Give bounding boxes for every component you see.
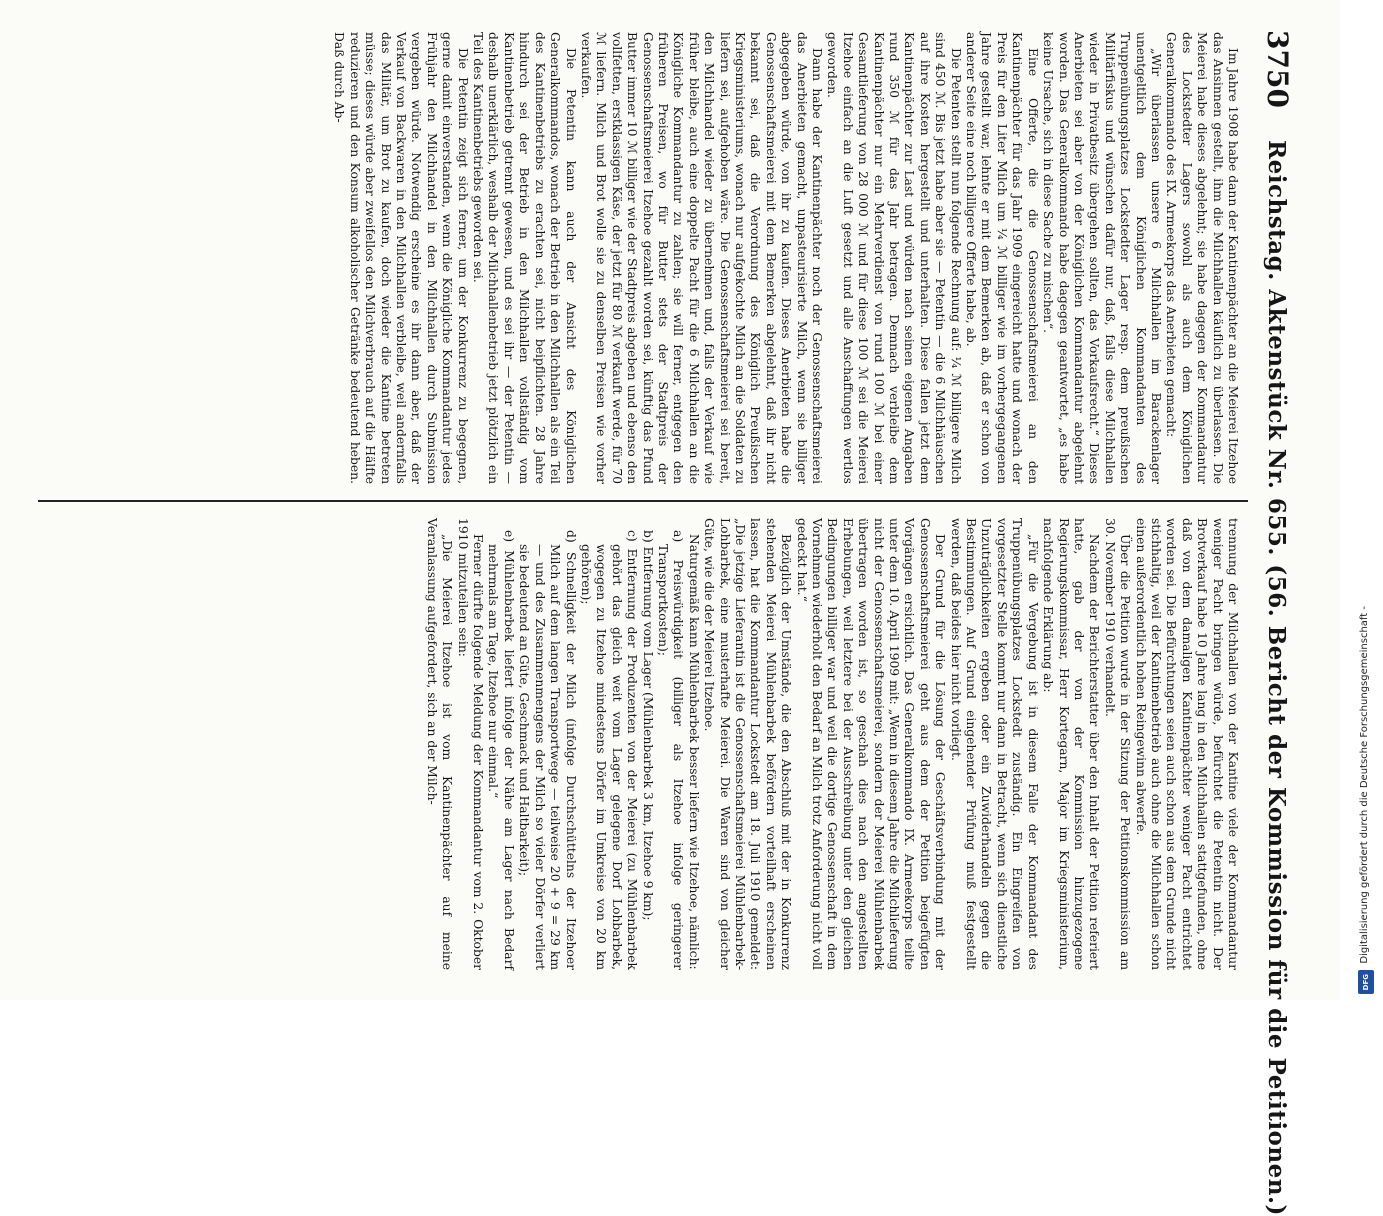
paragraph: Dann habe der Kantinenpächter noch der Genossenschaftsmeierei das Anerbieten gemacht, unpasteurisierte Milch, wenn sie billiger abgegeben würde, von ihr zu kaufen. Dieses Anerbieten habe die Genossenschaftsmeierei mit dem Bemerken abgelehnt, daß ihr nicht bekannt sei, daß die Verordnung des Königlich Preußischen Kriegsministeriums, wonach nur aufgekochte Milch an die Soldaten zu liefern sei, aufgehoben wäre. Die Genossenschaftsmeierei sei bereit, den Milchhandel wieder zu übernehmen und, falls der Verkauf wie früher bleibe, auch eine doppelte Pacht für die 6 Milchhallen an die Königliche Kommandantur zu zahlen; sie will ferner, entgegen den früheren Preisen, wo für Butter stets der Stadtpreis der Genossenschaftsmeierei Itzehoe gezahlt worden sei, künftig das Pfund Butter immer 10 ℳ billiger wie der Stadtpreis abgeben und ebenso den vollfetten, erstklassigen Käse, der jetzt für 80 ℳ verkauft werde, für 70 ℳ liefern. Milch und Brot wolle sie zu denselben Preisen wie vorher verkaufen. <box>578 32 825 484</box>
list-item: d) Schnelligkeit der Milch (infolge Durchschüttelns der Itzehoer Milch auf dem langen Transportwege — teilweise 20 + 9 = 29 km — und des Zusammenmengens der Milch so vieler Dörfer verliert sie bedeutend an Güte, Geschmack und Haltbarkeit); <box>517 530 578 970</box>
dfg-logo <box>1358 970 1374 994</box>
running-title: Reichstag. Aktenstück Nr. 655. (56. Bericht der Kommission für die Petitionen.) <box>1263 140 1290 1216</box>
paragraph: „Wir überlassen unsere 6 Milchhallen im Barackenlager unentgeltlich dem Königlichen Kommandanten des Truppenübungsplatzes Lockstedter Lager resp. dem preußischen Militärfiskus und wünschen dafür nur, daß, falls diese Milchhallen wieder in Privatbesitz übergehen sollten, das Vorkaufsrecht.“ Dieses Anerbieten sei aber von der Königlichen Kommandantur abgelehnt worden. Das Generalkommando habe dagegen geantwortet, „es habe keine Ursache, sich in diese Sache zu mischen“. <box>1041 32 1163 484</box>
paragraph: Eine Offerte, die die Genossenschaftsmeierei an den Kantinenpächter für das Jahr 1909 eingereicht hatte und wonach der Preis für den Liter Milch um ¼ ℳ billiger wie im vorhergegangenen Jahre gestellt war, lehnte er mit dem Bemerken ab, daß er schon von anderer Seite eine noch billigere Offerte habe, ab. <box>964 32 1040 484</box>
paragraph: Bezüglich der Umstände, die den Abschluß mit der in Konkurrenz stehenden Meierei Mühlenbarbek befördern vorteilhaft erscheinen lassen, hat die Kommandantur Lockstedt am 18. Juli 1910 gemeldet: „Die jetzige Lieferantin ist die Genossenschaftsmeierei Mühlenbarbek-Lohbarbek, eine musterhafte Meierei. Die Waren sind von gleicher Güte, wie die der Meierei Itzehoe. <box>702 518 794 970</box>
paragraph: Naturgemäß kann Mühlenbarbek besser liefern wie Itzehoe, nämlich: <box>686 534 701 970</box>
paragraph: „Für die Vergebung ist in diesem Falle der Kommandant des Truppenübungsplatzes Lockstedt zuständig. Ein Eingreifen von vorgesetzter Stelle kommt nur dann in Betracht, wenn sich dienstliche Unzuträglichkeiten ergeben oder ein Zuwiderhandeln gegen die Bestimmungen. Auf Grund eingehender Prüfung muß festgestellt werden, daß beides hier nicht vorliegt. <box>948 518 1040 970</box>
list-item: c) Entfernung der Produzenten von der Meierei (zu Mühlenbarbek gehört das gleich weit vom Lager gelegene Dorf Lohbarbek, wogegen zu Itzehoe mindestens Dörfer im Umkreise von 20 km gehören); <box>578 530 640 970</box>
paragraph: Über die Petition wurde in der Sitzung der Petitionskommission am 30. November 1910 verhandelt. <box>1102 518 1133 970</box>
list-item: e) Mühlenbarbek liefert infolge der Nähe am Lager nach Bedarf mehrmals am Tage, Itzehoe nur einmal.“ <box>486 530 516 970</box>
left-column <box>331 32 1240 484</box>
list-item: a) Preiswürdigkeit (billiger als Itzehoe infolge geringerer Transportkosten); <box>655 530 686 970</box>
digitization-footer <box>1355 2 1379 998</box>
paragraph: trennung der Milchhallen von der Kantine viele der Kommandantur weniger Pacht bringen würde, befürchtet die Petentin nicht. Der Brotverkauf habe 10 Jahre lang in den Milchhallen stattgefunden, ohne daß von dem damaligen Kantinenpächter weniger Pacht entrichtet worden sei. Die Befürchtungen seien auch schon aus dem Grunde nicht stichhaltig, weil der Kantinenbetrieb auch ohne die Milchhallen schon einen außerordentlich hohen Reingewinn abwerfe. <box>1133 518 1240 970</box>
list-item: b) Entfernung vom Lager (Mühlenbarbek 3 km, Itzehoe 9 km); <box>640 530 655 921</box>
dfg-logo-text: DFG <box>1362 973 1370 991</box>
criteria-list <box>485 518 685 970</box>
paragraph: „Die Meierei Itzehoe ist vom Kantinenpächter auf meine Veranlassung aufgefordert, sich an der Milch- <box>424 518 455 970</box>
page-number: 3750 <box>1261 30 1294 108</box>
paragraph: Die Petentin zeigt sich ferner, um der Konkurrenz zu begegnen, gerne damit einverstanden, wenn die Königliche Kommandantur jedes Frühjahr den Milchhandel in den Milchhallen durch Submission vergeben würde. Notwendig erscheine es ihr dann aber, daß der Verkauf von Backwaren in den Milchhallen verbleibe, weil andernfalls das Militär, um Brot zu kaufen, doch wieder die Kantine betreten müsse; dieses würde aber zweifellos den Milchverbrauch auf die Hälfte reduzieren und den Konsum alkoholischer Getränke bedeutend heben. Daß durch Ab- <box>332 32 470 484</box>
paragraph: Nachdem der Berichterstatter über den Inhalt der Petition referiert hatte, gab der von der Kommission hinzugezogene Regierungskommissar, Herr Kortegarn, Major im Kriegsministerium, nachfolgende Erklärung ab: <box>1041 518 1102 970</box>
paragraph: Ferner dürfte folgende Meldung der Kommandantur vom 2. Oktober 1910 mitzuteilen sein: <box>455 518 486 970</box>
paragraph: Im Jahre 1908 habe dann der Kantinenpächter an die Meierei Itzehoe das Ansinnen gestellt, ihm die Milchhallen käuflich zu überlassen. Die Meierei habe dieses abgelehnt; sie habe dagegen der Kommandantur des Lockstedter Lagers sowohl als auch dem Königlichen Generalkommando des IX. Armeekorps das Anerbieten gemacht: <box>1164 32 1240 484</box>
paragraph: Die Petentin kann auch der Ansicht des Königlichen Generalkommandos, wonach der Betrieb in den Milchhallen als ein Teil des Kantinenbetriebs zu erachten sei, nicht beipflichten. 28 Jahre hindurch sei der Betrieb in den Milchhallen vollständig vom Kantinenbetrieb getrennt gewesen, und es sei ihr — der Petentin — deshalb unerklärlich, weshalb der Milchhallenbetrieb jetzt plötzlich ein Teil des Kantinenbetriebs geworden sei. <box>471 32 578 484</box>
paragraph: Die Petenten stellt nun folgende Rechnung auf: ¼ ℳ billigere Milch sind 450 ℳ. Bis jetzt habe aber sie — Petentin — die 6 Milchhäuschen auf ihre Kosten hergestellt und unterhalten. Diese fallen jetzt dem Kantinenpächter zur Last und würden nach seinen eigenen Angaben rund 350 ℳ für das Jahr betragen. Demnach verbleibe dem Kantinenpächter nur ein Mehrverdienst von rund 100 ℳ bei einer Gesamtlieferung von 28 000 ℳ und für diese 100 ℳ sei die Meierei Itzehoe einfach an die Luft gesetzt und alle Anschaffungen wertlos geworden. <box>825 32 963 484</box>
paragraph: Der Grund für die Lösung der Geschäftsverbindung mit der Genossenschaftsmeierei geht aus dem der Petition beigefügten Vorgängen ersichtlich. Das Generalkommando IX. Armeekorps teilte unter dem 10. April 1909 mit: „Wenn in diesem Jahre die Milchlieferung nicht der Genossenschaftsmeierei, sondern der Meierei Mühlenbarbek übertragen worden ist, so geschah dies nach den angestellten Erhebungen, weil letztere bei der Ausschreibung unter den gleichen Bedingungen billiger war und weil die dortige Genossenschaft in dem Vornehmen wiederholt den Bedarf an Milch trotz Anforderung nicht voll gedeckt hat.“ <box>794 518 948 970</box>
right-column <box>423 518 1240 970</box>
footer-text: Digitalisierung gefördert durch die Deutsche Forschungsgemeinschaft - <box>1359 606 1370 964</box>
column-divider <box>38 500 1248 502</box>
page-header <box>1256 30 1296 1216</box>
